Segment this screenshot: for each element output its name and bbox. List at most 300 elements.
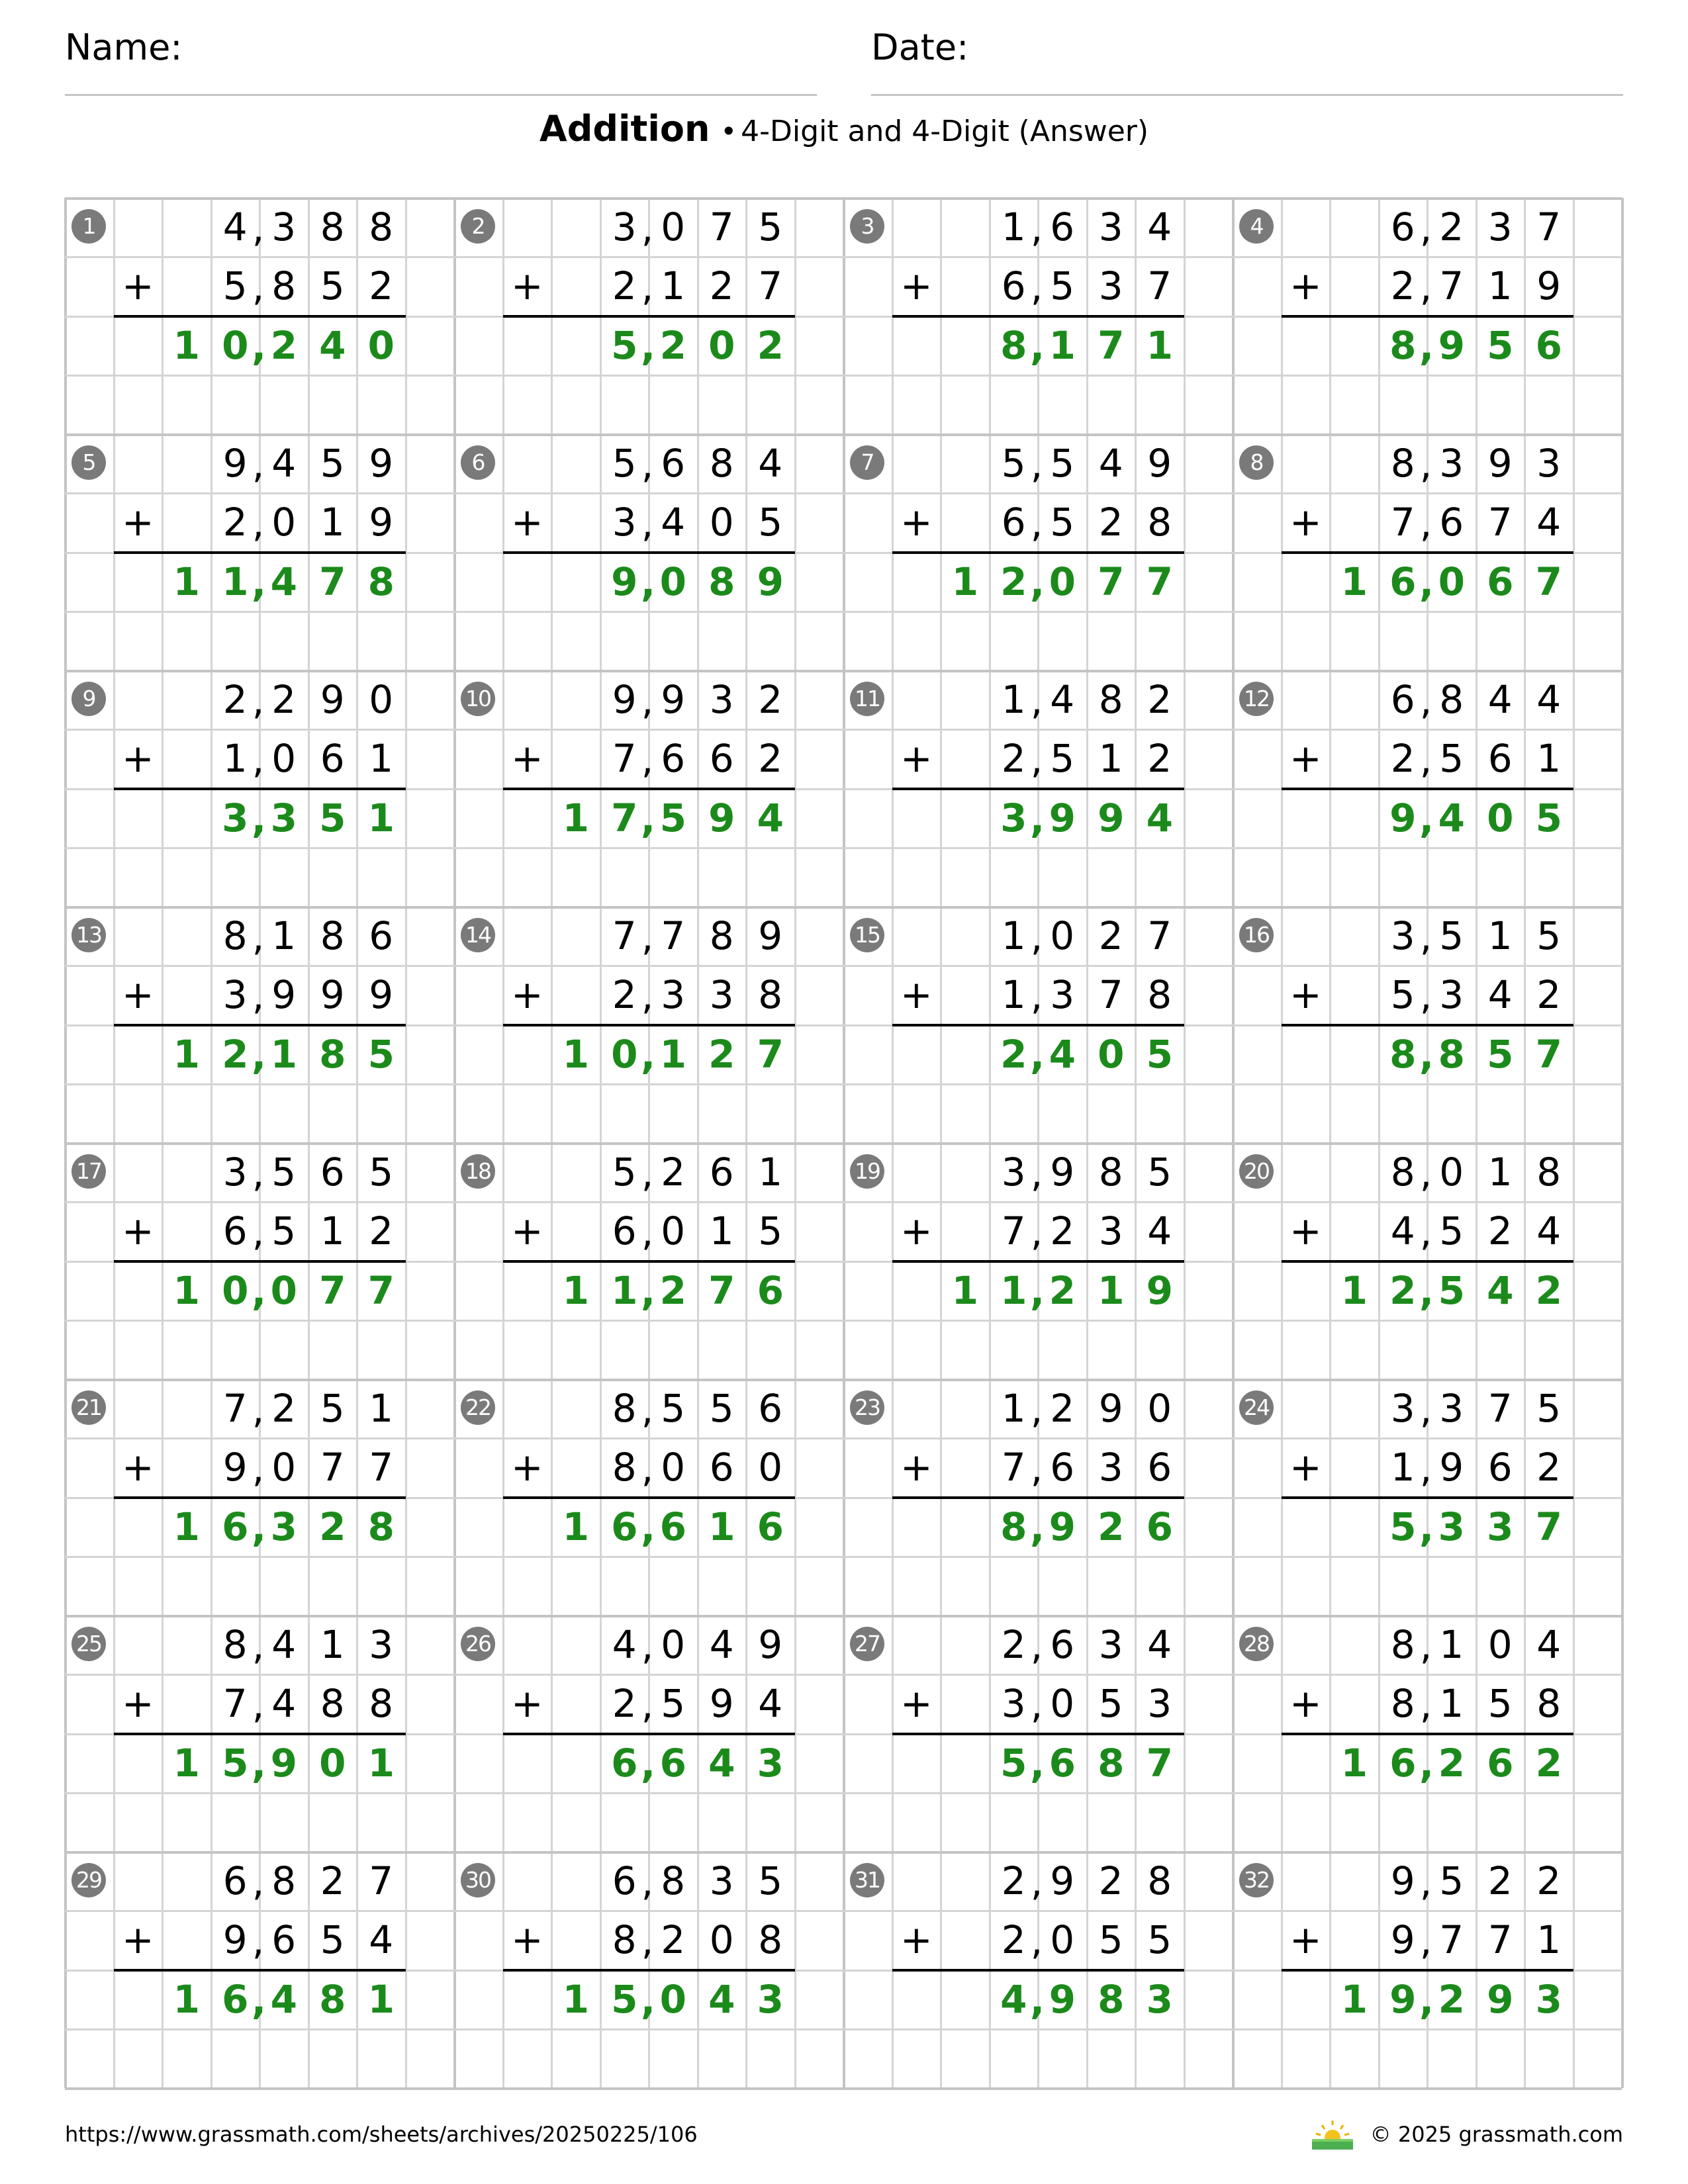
addend-1-digit: 7 [709,205,734,250]
answer-comma: , [1419,1741,1434,1787]
answer-digit: 2 [319,1504,346,1549]
addend-1-digit: 6 [222,1858,248,1903]
plus-sign: + [900,1917,933,1962]
addend-1-digit: 5 [369,1150,394,1195]
answer-digit: 9 [1098,795,1125,841]
problem-32 [1233,1852,1622,2088]
problem-14 [454,907,843,1143]
problem-number-badge: 10 [461,682,495,716]
addend-2-digit: 5 [320,263,345,309]
answer-digit: 9 [611,559,638,604]
addend-1-digit: 6 [1390,677,1415,722]
addend-2-digit: 7 [1487,1917,1513,1963]
addend-1-digit: 4 [612,1622,637,1667]
answer-comma: , [252,560,267,606]
addend-2-digit: 5 [1439,1208,1464,1254]
addend-2-digit: 1 [222,736,248,782]
plus-sign: + [1289,263,1322,308]
answer-digit: 0 [611,1031,638,1077]
plus-sign: + [900,736,933,781]
addend-1-digit: 5 [1536,913,1562,958]
answer-digit: 6 [1535,322,1562,368]
addend-1-digit: 2 [1147,677,1172,722]
plus-sign: + [1289,1681,1322,1726]
addend-2-digit: 4 [1536,1208,1562,1254]
addend-1-comma: , [1030,206,1043,251]
addend-1-digit: 6 [661,441,686,486]
addend-1-digit: 0 [661,205,686,250]
addend-2-digit: 0 [709,500,734,545]
problem-number-badge: 3 [850,209,884,244]
addend-1-digit: 6 [612,1858,637,1903]
addend-1-comma: , [641,678,654,723]
answer-digit: 8 [1389,1031,1417,1077]
answer-digit: 5 [611,1976,638,2022]
addend-2-digit: 5 [1098,1681,1123,1727]
answer-digit: 5 [611,322,638,368]
answer-digit: 2 [659,322,686,368]
answer-comma: , [252,1741,267,1787]
answer-comma: , [641,1741,656,1787]
answer-digit: 9 [1049,1504,1076,1549]
addend-2-digit: 9 [709,1681,734,1727]
addend-2-digit: 3 [1147,1681,1172,1727]
answer-comma: , [1419,1032,1434,1078]
answer-digit: 4 [319,322,346,368]
addend-2-digit: 1 [1487,263,1513,309]
answer-digit: 1 [611,1267,638,1313]
problem-30 [454,1852,843,2088]
answer-digit: 1 [173,1740,200,1786]
problem-20 [1233,1143,1622,1379]
answer-digit: 9 [1389,1976,1417,2022]
addend-2-digit: 3 [709,972,734,1018]
addend-1-digit: 1 [1439,1622,1464,1667]
addend-2-digit: 2 [1147,736,1172,782]
addend-1-comma: , [1419,206,1432,251]
addend-2-digit: 7 [758,263,783,309]
problem-number-badge: 19 [850,1154,884,1189]
addend-2-comma: , [252,501,265,547]
addend-2-digit: 6 [320,736,345,782]
addend-2-digit: 6 [661,736,686,782]
addend-2-comma: , [1419,1210,1432,1255]
problem-16 [1233,907,1622,1143]
problem-number-badge: 24 [1239,1390,1274,1425]
answer-digit: 4 [708,1740,735,1786]
answer-digit: 2 [270,322,297,368]
answer-digit: 9 [1049,1976,1076,2022]
answer-digit: 3 [757,1740,784,1786]
problem-number-badge: 20 [1239,1154,1274,1189]
addend-2-digit: 5 [758,500,783,545]
addend-2-comma: , [641,265,654,310]
addend-1-digit: 6 [1390,205,1415,250]
answer-digit: 0 [222,322,249,368]
addend-1-comma: , [1030,1623,1043,1668]
answer-comma: , [1419,560,1434,606]
plus-sign: + [1289,972,1322,1017]
addend-1-digit: 5 [1050,441,1075,486]
addend-2-digit: 0 [709,1917,734,1963]
addend-1-digit: 1 [1001,677,1026,722]
answer-digit: 6 [1389,559,1417,604]
addend-1-digit: 0 [1487,1622,1513,1667]
problem-22 [454,1379,843,1615]
addend-2-comma: , [252,1919,265,1964]
addend-2-digit: 7 [369,1445,394,1490]
addend-2-digit: 7 [1439,1917,1464,1963]
answer-digit: 1 [1340,559,1368,604]
answer-digit: 8 [1098,1976,1125,2022]
addend-1-digit: 3 [1001,1150,1026,1195]
addend-1-digit: 8 [222,913,248,958]
answer-digit: 5 [1389,1504,1417,1549]
answer-digit: 2 [222,1031,249,1077]
addend-2-digit: 4 [369,1917,394,1963]
addend-2-digit: 8 [758,1917,783,1963]
answer-digit: 5 [659,795,686,841]
answer-digit: 7 [1535,559,1562,604]
addend-1-digit: 1 [1001,913,1026,958]
addend-2-digit: 8 [1147,500,1172,545]
answer-digit: 2 [1000,1031,1027,1077]
name-label: Name: [65,26,183,68]
answer-digit: 5 [1438,1267,1465,1313]
addend-1-comma: , [252,442,265,487]
addend-1-comma: , [1030,442,1043,487]
addend-1-comma: , [252,206,265,251]
answer-comma: , [1030,1032,1045,1078]
answer-digit: 4 [1146,795,1173,841]
addend-2-comma: , [252,1446,265,1492]
answer-digit: 5 [222,1740,249,1786]
addend-1-digit: 4 [222,205,248,250]
addend-1-digit: 7 [1147,913,1172,958]
addend-2-digit: 6 [709,736,734,782]
answer-digit: 6 [659,1504,686,1549]
addend-1-digit: 1 [1001,1386,1026,1431]
addend-2-digit: 1 [661,263,686,309]
addend-1-digit: 9 [369,441,394,486]
addend-2-digit: 5 [320,1917,345,1963]
addend-1-digit: 1 [1487,913,1513,958]
addend-1-comma: , [252,1860,265,1905]
addend-2-digit: 3 [1050,972,1075,1018]
addend-1-digit: 7 [1536,205,1562,250]
problem-number-badge: 32 [1239,1863,1274,1897]
addend-2-digit: 2 [1001,1917,1026,1963]
answer-digit: 5 [1535,795,1562,841]
addend-1-digit: 3 [369,1622,394,1667]
addend-1-comma: , [1030,678,1043,723]
answer-digit: 0 [1487,795,1514,841]
addend-1-digit: 2 [1001,1622,1026,1667]
addend-2-comma: , [641,737,654,783]
addend-1-digit: 4 [1487,677,1513,722]
addend-2-digit: 7 [612,736,637,782]
addend-1-digit: 9 [661,677,686,722]
answer-digit: 7 [1535,1031,1562,1077]
answer-comma: , [641,796,656,842]
addend-2-digit: 0 [661,1445,686,1490]
problem-number-badge: 18 [461,1154,495,1189]
answer-digit: 2 [1535,1267,1562,1313]
answer-digit: 9 [708,795,735,841]
answer-digit: 7 [1098,322,1125,368]
addend-2-digit: 5 [1439,736,1464,782]
plus-sign: + [510,500,543,545]
addend-1-digit: 9 [1487,441,1513,486]
answer-digit: 3 [270,1504,297,1549]
addend-1-digit: 3 [612,205,637,250]
problem-27 [843,1615,1233,1852]
answer-comma: , [1030,560,1045,606]
addend-2-digit: 2 [1536,1445,1562,1490]
addend-2-digit: 3 [1098,1208,1123,1254]
problem-13 [65,907,454,1143]
addend-1-digit: 8 [1390,441,1415,486]
addend-1-digit: 3 [1487,205,1513,250]
problem-number-badge: 14 [461,918,495,952]
addend-2-comma: , [1419,265,1432,310]
answer-digit: 1 [708,1504,735,1549]
plus-sign: + [900,500,933,545]
plus-sign: + [900,1208,933,1253]
addend-1-digit: 2 [222,677,248,722]
addend-1-digit: 1 [1001,205,1026,250]
answer-digit: 1 [367,795,395,841]
date-field[interactable] [871,26,1623,69]
plus-sign: + [1289,1208,1322,1253]
addend-2-digit: 5 [1050,500,1075,545]
answer-digit: 0 [367,322,395,368]
answer-comma: , [1030,324,1045,369]
plus-sign: + [510,263,543,308]
answer-digit: 8 [1000,1504,1027,1549]
addend-2-digit: 2 [1487,1208,1513,1254]
answer-digit: 1 [222,559,249,604]
answer-digit: 6 [659,1740,686,1786]
problem-number-badge: 22 [461,1390,495,1425]
answer-comma: , [1419,1269,1434,1314]
addend-2-digit: 7 [1001,1208,1026,1254]
footer-copyright: © 2025 grassmath.com [1370,2122,1623,2147]
answer-digit: 6 [1146,1504,1173,1549]
addend-1-digit: 5 [758,1858,783,1903]
problem-number-badge: 27 [850,1627,884,1661]
addend-2-comma: , [1419,1446,1432,1492]
plus-sign: + [1289,736,1322,781]
addend-2-digit: 5 [1050,263,1075,309]
answer-comma: , [641,1505,656,1551]
answer-comma: , [1030,1741,1045,1787]
addend-1-digit: 4 [1050,677,1075,722]
addend-2-digit: 1 [320,500,345,545]
addend-1-digit: 3 [1439,441,1464,486]
addend-1-digit: 7 [661,913,686,958]
plus-sign: + [121,1445,154,1490]
addend-2-digit: 9 [1439,1445,1464,1490]
addend-2-digit: 1 [1390,1445,1415,1490]
answer-digit: 0 [270,1267,297,1313]
addend-2-digit: 2 [369,263,394,309]
plus-sign: + [1289,1445,1322,1490]
problem-number-badge: 13 [71,918,106,952]
answer-digit: 2 [1098,1504,1125,1549]
answer-digit: 3 [1000,795,1027,841]
answer-digit: 1 [562,1031,589,1077]
answer-digit: 8 [319,1031,346,1077]
addend-2-digit: 2 [1390,736,1415,782]
addend-1-digit: 2 [1439,205,1464,250]
plus-sign: + [121,1917,154,1962]
answer-digit: 7 [1535,1504,1562,1549]
addend-2-digit: 4 [1536,500,1562,545]
problem-number-badge: 17 [71,1154,106,1189]
answer-digit: 8 [1000,322,1027,368]
answer-digit: 4 [1049,1031,1076,1077]
addend-2-digit: 5 [1147,1917,1172,1963]
plus-sign: + [121,1681,154,1726]
addend-2-comma: , [252,1682,265,1728]
addend-1-digit: 4 [758,441,783,486]
addend-2-digit: 8 [271,263,297,309]
addend-1-digit: 8 [222,1622,248,1667]
answer-digit: 8 [367,559,395,604]
addend-1-digit: 0 [1439,1150,1464,1195]
addend-1-digit: 6 [320,1150,345,1195]
answer-digit: 8 [367,1504,395,1549]
addend-1-digit: 8 [1147,1858,1172,1903]
addend-1-digit: 4 [1098,441,1123,486]
answer-digit: 5 [1000,1740,1027,1786]
addend-2-digit: 2 [1390,263,1415,309]
addend-1-comma: , [252,915,265,960]
answer-digit: 1 [562,1976,589,2022]
addend-1-digit: 2 [758,677,783,722]
addend-1-digit: 8 [612,1386,637,1431]
answer-comma: , [252,1032,267,1078]
addend-1-digit: 6 [1050,1622,1075,1667]
addend-1-digit: 5 [1439,913,1464,958]
addend-2-digit: 6 [612,1208,637,1254]
plus-sign: + [510,736,543,781]
addend-2-digit: 1 [320,1208,345,1254]
addend-1-digit: 1 [758,1150,783,1195]
addend-2-digit: 7 [1001,1445,1026,1490]
addend-2-digit: 3 [1001,1681,1026,1727]
answer-digit: 7 [319,559,346,604]
answer-comma: , [1030,1505,1045,1551]
addend-2-digit: 6 [271,1917,297,1963]
plus-sign: + [1289,500,1322,545]
addend-2-digit: 4 [271,1681,297,1727]
addend-1-digit: 4 [271,441,297,486]
date-line [871,94,1623,96]
addend-2-digit: 6 [1439,500,1464,545]
plus-sign: + [510,1445,543,1490]
addend-2-comma: , [252,737,265,783]
addend-2-digit: 8 [369,1681,394,1727]
addend-1-comma: , [641,206,654,251]
answer-digit: 7 [1146,559,1173,604]
addend-2-digit: 2 [612,1681,637,1727]
problem-31 [843,1852,1233,2088]
addend-1-digit: 4 [1147,205,1172,250]
answer-digit: 1 [1340,1976,1368,2022]
problem-number-badge: 23 [850,1390,884,1425]
addend-1-digit: 8 [1098,677,1123,722]
addend-1-digit: 8 [1098,1150,1123,1195]
addend-1-comma: , [641,1623,654,1668]
problem-24 [1233,1379,1622,1615]
addend-2-digit: 5 [1390,972,1415,1018]
problem-number-badge: 11 [850,682,884,716]
problem-number-badge: 4 [1239,209,1274,244]
addend-1-digit: 8 [320,205,345,250]
answer-comma: , [1030,796,1045,842]
addend-2-digit: 6 [1050,1445,1075,1490]
addend-1-digit: 3 [709,677,734,722]
name-field[interactable] [65,26,817,69]
addend-1-digit: 4 [1536,677,1562,722]
plus-sign: + [121,263,154,308]
answer-digit: 1 [562,1267,589,1313]
addend-1-digit: 5 [271,1150,297,1195]
answer-comma: , [641,1978,656,2023]
addend-1-digit: 4 [1147,1622,1172,1667]
addend-2-digit: 9 [369,500,394,545]
problem-15 [843,907,1233,1143]
addend-2-digit: 0 [1050,1681,1075,1727]
addend-1-digit: 5 [320,1386,345,1431]
addend-1-digit: 5 [1536,1386,1562,1431]
answer-digit: 1 [951,1267,978,1313]
addend-2-digit: 4 [1487,972,1513,1018]
answer-comma: , [1030,1269,1045,1314]
answer-digit: 1 [562,1504,589,1549]
answer-digit: 6 [757,1267,784,1313]
problem-2 [454,198,843,434]
addend-1-digit: 6 [709,1150,734,1195]
answer-digit: 6 [1487,559,1514,604]
addend-2-comma: , [1419,501,1432,547]
addend-2-digit: 1 [1098,736,1123,782]
addend-1-digit: 7 [222,1386,248,1431]
answer-digit: 2 [1438,1740,1465,1786]
addend-2-comma: , [1030,501,1043,547]
answer-digit: 8 [708,559,735,604]
problem-18 [454,1143,843,1379]
addend-2-digit: 3 [612,500,637,545]
addend-1-digit: 5 [1439,1858,1464,1903]
answer-digit: 7 [708,1267,735,1313]
addend-1-digit: 2 [1098,913,1123,958]
addend-2-comma: , [252,265,265,310]
addend-2-comma: , [641,1446,654,1492]
problem-12 [1233,670,1622,907]
addend-1-digit: 1 [1487,1150,1513,1195]
addend-1-comma: , [641,915,654,960]
problem-10 [454,670,843,907]
problem-number-badge: 16 [1239,918,1274,952]
addend-1-digit: 4 [1536,1622,1562,1667]
addend-2-digit: 3 [661,972,686,1018]
addend-2-digit: 5 [222,263,248,309]
plus-sign: + [900,972,933,1017]
problem-8 [1233,434,1622,670]
